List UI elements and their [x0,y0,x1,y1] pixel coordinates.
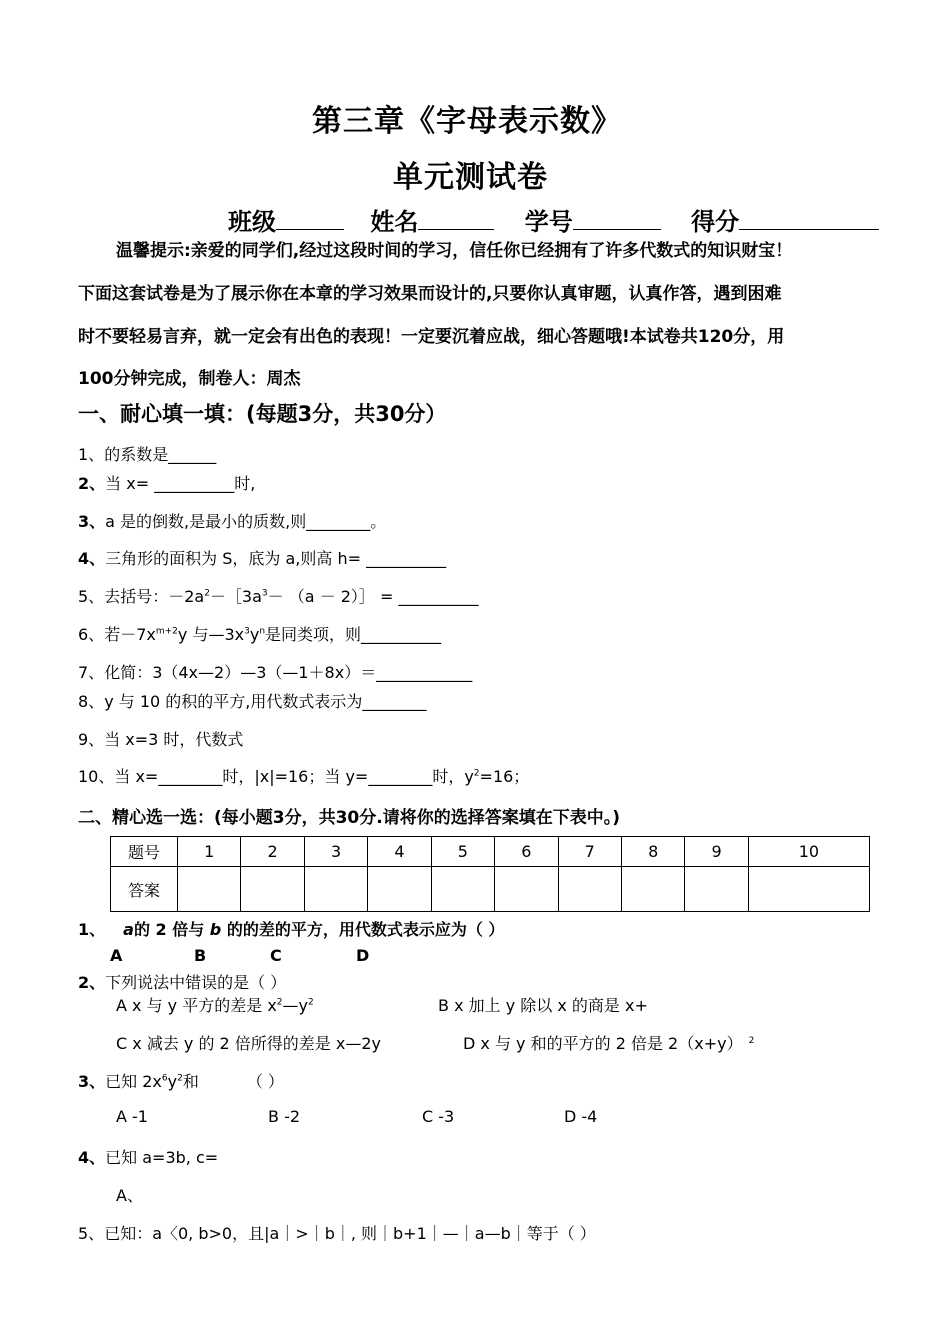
answer-table-number: 1 [178,837,241,867]
s1-q2-text: 当 x= __________时, [105,474,256,493]
s2-q1-options [110,946,369,965]
intro-line-2: 下面这套试卷是为了展示你在本章的学习效果而设计的,只要你认真审题，认真作答，遇到困难 [78,284,782,304]
answer-cell[interactable] [241,867,304,912]
answer-cell[interactable] [431,867,494,912]
s2-q3-part-c: 和 [182,1072,199,1091]
s2-q3-part-a: 已知 2x [105,1072,162,1091]
s2-q3-option-c[interactable]: C -3 [422,1107,455,1126]
s1-question-3 [78,509,386,532]
answer-table-row2-label: 答案 [111,867,178,912]
s2-q2-optA-exp-1: 2 [276,997,283,1008]
s2-q1-text-2: 的的差的平方，用代数式表示应为（ ） [221,920,505,939]
s1-q10-part-b: =16； [479,767,530,786]
s2-q3-exp-1: 6 [161,1073,168,1084]
s2-question-3 [78,1069,284,1092]
s1-question-10 [78,764,529,787]
s2-q3-num: 3、 [78,1072,106,1091]
answer-cell[interactable] [368,867,431,912]
page-title: 第三章《字母表示数》 [312,104,622,139]
s2-q2-optD-exp: 2 [748,1035,755,1046]
s1-q7-text: 化简：3（4x—2）—3（—1＋8x）＝____________ [104,663,473,682]
s1-q2-num: 2、 [78,474,106,493]
s2-q1-var-a: a [123,920,134,939]
s2-q1-num: 1、 [78,920,106,939]
s1-question-1 [78,442,216,465]
s1-q8-num: 8、 [78,692,105,711]
s2-q1-option-a[interactable]: A [110,946,123,965]
s1-q1-text: 的系数是______ [104,445,217,464]
s1-q6-exp-3: n [259,626,266,637]
s2-q3-part-d: （ ） [246,1072,284,1091]
answer-table-number: 8 [621,837,684,867]
s2-q2-optA-b: —y [282,996,308,1015]
s2-question-4 [78,1145,218,1168]
s2-q1-option-b[interactable]: B [194,946,207,965]
s2-q3-option-b[interactable]: B -2 [268,1107,301,1126]
s2-q2-text: 下列说法中错误的是（ ） [105,973,287,992]
s2-question-1 [78,917,504,940]
s1-q10-part-a: 当 x=________时，|x|=16；当 y=________时，y [114,767,474,786]
answer-table-number: 9 [685,837,748,867]
s1-q6-part-b: y 与—3x [177,625,245,644]
s1-q1-num: 1、 [78,445,105,464]
s1-question-5 [78,584,478,607]
s2-question-5 [78,1221,596,1244]
s1-q3-text: a 是的倒数,是最小的质数,则________。 [105,512,387,531]
answer-table-number: 2 [241,837,304,867]
s1-q6-part-a: 若－7x [104,625,156,644]
page-subtitle: 单元测试卷 [393,160,548,195]
answer-table [110,836,870,912]
answer-cell[interactable] [748,867,869,912]
score-label: 得分 [691,208,740,236]
s2-question-2 [78,970,286,993]
s1-q10-exp: 2 [473,768,480,779]
s1-q6-part-d: 是同类项，则__________ [265,625,442,644]
s2-q3-exp-2: 2 [177,1073,183,1084]
s1-q3-num: 3、 [78,512,106,531]
answer-table-number: 3 [304,837,367,867]
s1-question-4 [78,546,446,569]
intro-line-4: 100分钟完成，制卷人：周杰 [78,369,301,389]
s1-q5-num: 5、 [78,587,105,606]
s1-q10-num: 10、 [78,767,115,786]
answer-cell[interactable] [495,867,558,912]
answer-table-answer-row [111,867,870,912]
s2-q2-optD-text: D x 与 y 和的平方的 2 倍是 2（x+y） [463,1034,743,1053]
s1-q6-exp-1: m+2 [155,626,178,637]
s2-q2-optA-exp-2: 2 [308,997,314,1008]
s2-q1-option-d[interactable]: D [356,946,370,965]
s1-q8-text: y 与 10 的积的平方,用代数式表示为________ [104,692,427,711]
s2-q1-var-b: b [209,920,222,939]
answer-cell[interactable] [685,867,748,912]
answer-table-row1-label: 题号 [111,837,178,867]
s1-q5-exp-1: 2 [204,588,210,599]
s1-question-9 [78,727,243,750]
s1-q7-num: 7、 [78,663,105,682]
s2-q1-text-1: 的 2 倍与 [133,920,210,939]
section2-heading: 二、精心选一选：(每小题3分，共30分.请将你的选择答案填在下表中。) [78,808,620,828]
intro-line-1: 温馨提示:亲爱的同学们,经过这段时间的学习，信任你已经拥有了许多代数式的知识财宝！ [116,241,793,261]
answer-cell[interactable] [304,867,367,912]
answer-cell[interactable] [178,867,241,912]
s2-q3-part-b: y [167,1072,178,1091]
s1-q5-part-c: － （a － 2）］ = __________ [267,587,479,606]
s1-q9-text: 当 x=3 时，代数式 [104,730,244,749]
s1-q5-part-a: 去括号：－2a [104,587,205,606]
name-label: 姓名 [370,208,419,236]
s2-q2-option-c[interactable]: C x 减去 y 的 2 倍所得的差是 x—2y [116,1034,382,1053]
s2-q3-option-a[interactable]: A -1 [116,1107,148,1126]
s1-q6-num: 6、 [78,625,105,644]
id-label: 学号 [524,208,573,236]
s2-q2-optA-a: A x 与 y 平方的差是 x [116,996,277,1015]
s2-q5-num: 5、 [78,1224,105,1243]
s1-question-7 [78,660,472,683]
s2-q1-option-c[interactable]: C [270,946,282,965]
s2-q3-option-d[interactable]: D -4 [564,1107,598,1126]
answer-table-number: 7 [558,837,621,867]
s1-q9-num: 9、 [78,730,105,749]
student-info-line [228,202,879,237]
answer-table-number: 5 [431,837,494,867]
s2-q4-text: 已知 a=3b, c= [105,1148,219,1167]
intro-line-3: 时不要轻易言弃，就一定会有出色的表现！一定要沉着应战，细心答题哦!本试卷共120分，用 [78,327,785,347]
section1-heading: 一、耐心填一填：(每题3分，共30分） [78,402,447,426]
class-label: 班级 [228,208,276,236]
s1-question-8 [78,689,426,712]
answer-cell[interactable] [558,867,621,912]
score-blank[interactable] [739,213,879,230]
s1-question-2 [78,471,255,494]
s2-q2-option-d[interactable] [463,1031,754,1054]
s2-q2-num: 2、 [78,973,106,992]
s1-question-6 [78,622,441,645]
s2-q4-option-a[interactable]: A、 [116,1186,143,1205]
s2-q4-num: 4、 [78,1148,106,1167]
answer-table-number: 10 [748,837,869,867]
s2-q3-options [116,1107,597,1126]
s2-q2-option-b[interactable]: B x 加上 y 除以 x 的商是 x+ [438,996,648,1015]
answer-cell[interactable] [621,867,684,912]
answer-table-number: 4 [368,837,431,867]
s1-q5-part-b: －［3a [209,587,262,606]
s1-q6-part-c: y [249,625,260,644]
answer-table-number-row [111,837,870,867]
answer-table-number: 6 [495,837,558,867]
s2-q2-option-a[interactable] [116,993,314,1016]
s1-q6-exp-2: 3 [244,626,250,637]
s1-q4-num: 4、 [78,549,106,568]
class-blank[interactable] [276,213,344,230]
s1-q5-exp-2: 3 [261,588,268,599]
name-blank[interactable] [418,213,494,230]
s2-q5-text: 已知：a〈0, b>0，且|a｜>｜b｜, 则｜b+1｜—｜a—b｜等于（ ） [104,1224,596,1243]
id-blank[interactable] [573,213,661,230]
s1-q4-text: 三角形的面积为 S，底为 a,则高 h= __________ [105,549,447,568]
